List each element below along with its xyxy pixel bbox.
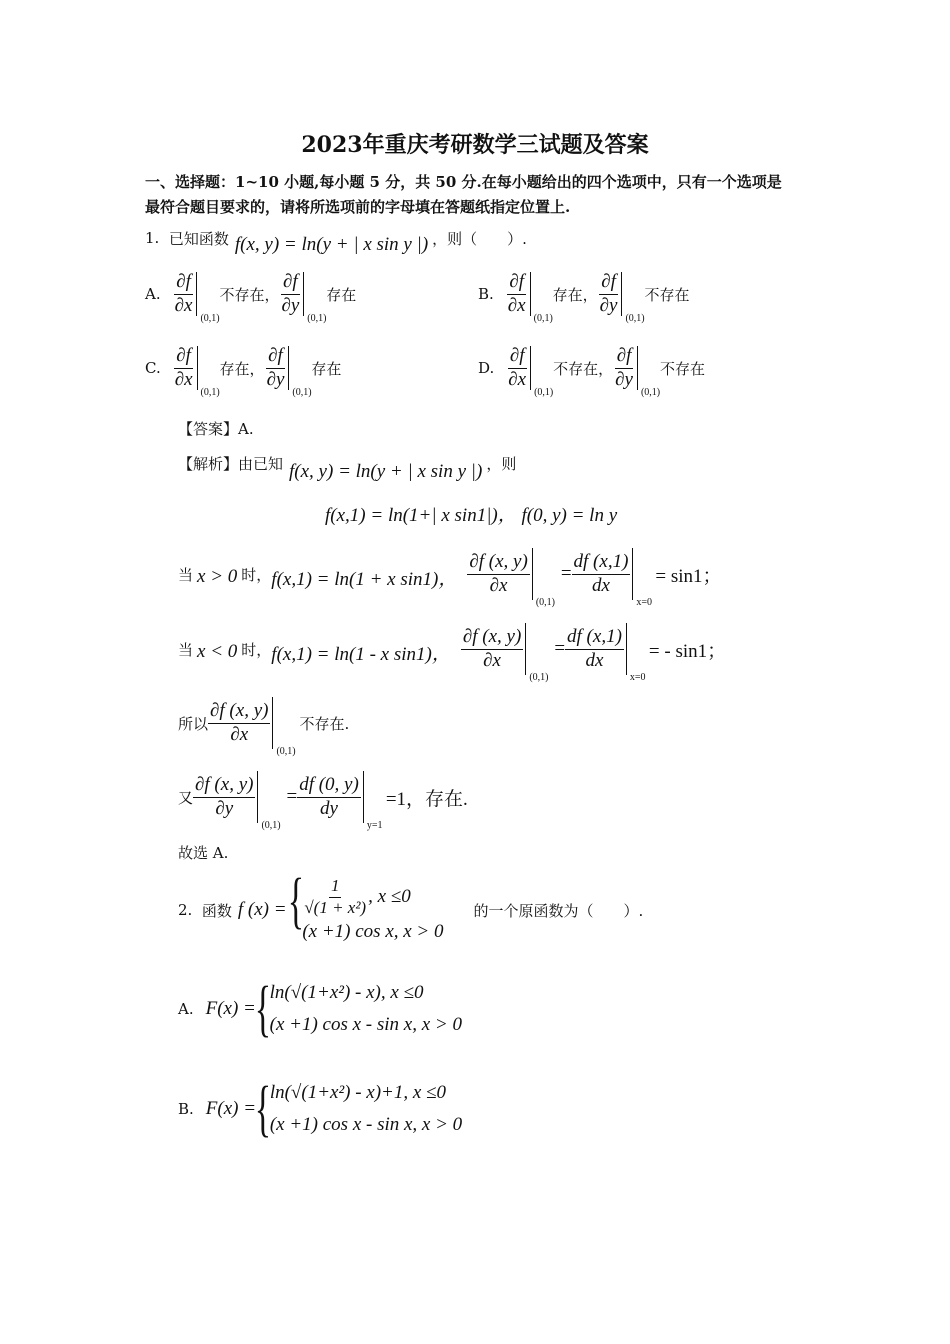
case-negative: 当 x < 0 时， f(x,1) = ln(1 - x sin1)， $\frac{\partial f (x, y)}{\partial x}$ (0,1) = $\frac{df (x,1)}{dx}$ x=0 = - sin1； [178, 623, 726, 675]
eval-point: (0,1) [307, 313, 327, 325]
eval-point: x=0 [636, 597, 653, 608]
eval-point: (0,1) [261, 820, 281, 831]
question-2-stem: 2. 函数 f (x) = { $\frac{1}{\text{√(1 + x²)}}$ , x ≤0 (x +1) cos x, x > 0 的一个原函数为（ ）. [178, 867, 644, 943]
option-label: D. [478, 359, 495, 378]
section-heading-line2: 最符合题目要求的，请将所选项前的字母填在答题纸指定位置上. [145, 198, 571, 216]
substitution-equation: f(x,1) = ln(1+| x sin1|)， f(0, y) = ln y [325, 505, 618, 526]
question-number: 2. [178, 901, 193, 919]
answer: 【答案】A. [178, 420, 254, 438]
eval-point: (0,1) [535, 597, 555, 608]
option-label: A. [178, 1000, 194, 1018]
option-label: C. [145, 359, 161, 378]
case-bottom: (x +1) cos x, x > 0 [302, 921, 444, 943]
option-label: B. [178, 1100, 194, 1118]
analysis-suffix: ，则 [486, 454, 517, 473]
also-line: 又 $\frac{\partial f (x, y)}{\partial y}$ (0,1) = $\frac{df (0, y)}{dy}$ y=1 =1，存在. [178, 771, 468, 823]
option-bottom-case: (x +1) cos x - sin x, x > 0 [269, 1114, 463, 1135]
page-title: 2023年重庆考研数学三试题及答案 [301, 132, 649, 158]
section-heading-line1: 一、选择题：1~10 小题,每小题 5 分，共 50 分.在每小题给出的四个选项中，只有一个选项是 [145, 173, 782, 191]
option-label: A. [145, 285, 161, 304]
eval-point: (0,1) [276, 746, 296, 757]
option-c: C. $\frac{\partial f}{\partial x}$ (0,1) 存在， $\frac{\partial f}{\partial y}$ (0,1) 存在 [145, 345, 342, 399]
so-prefix: 所以 [178, 714, 209, 733]
option-text-1: 不存在， [219, 285, 280, 304]
case-top-tail: , x ≤0 [368, 886, 411, 907]
case-result: = - sin1； [648, 640, 727, 662]
option-top-case: ln(√(1+x²) - x)+1, x ≤0 [269, 1082, 446, 1103]
case-prefix: 当 [178, 565, 194, 584]
case-prefix: 当 [178, 640, 194, 659]
option-top-case: ln(√(1+x²) - x), x ≤0 [269, 982, 424, 1003]
question-number: 1. [145, 229, 160, 247]
so-suffix: 不存在. [299, 714, 350, 733]
option-text-1: 存在， [219, 359, 265, 378]
analysis-prefix: 【解析】由已知 [178, 454, 284, 473]
option-bottom-case: (x +1) cos x - sin x, x > 0 [269, 1014, 462, 1035]
option-text-2: 不存在 [659, 359, 705, 378]
case-positive: 当 x > 0 时， f(x,1) = ln(1 + x sin1)， $\frac{\partial f (x, y)}{\partial x}$ (0,1) = $\frac{df (x,1)}{dx}$ x=0 = sin1； [178, 548, 722, 600]
option-text-2: 不存在 [644, 285, 690, 304]
q2-option-a: A. F(x) = { ln(√(1+x²) - x), x ≤0 (x +1) cos x - sin x, x > 0 [178, 975, 462, 1043]
question-suffix: ，则（ ）. [432, 229, 527, 248]
conclusion: 故选 A. [178, 844, 229, 862]
option-a: A. $\frac{\partial f}{\partial x}$ (0,1) 不存在， $\frac{\partial f}{\partial y}$ (0,1) 存在 [145, 271, 357, 325]
question-prefix: 函数 [201, 901, 232, 920]
case-equation: f(x,1) = ln(1 - x sin1)， [271, 643, 451, 665]
analysis-intro [178, 443, 516, 483]
case-mid: 时， [241, 565, 272, 584]
question-prefix: 已知函数 [168, 229, 229, 248]
option-b: B. $\frac{\partial f}{\partial x}$ (0,1) 存在， $\frac{\partial f}{\partial y}$ (0,1) 不存在 [478, 271, 690, 325]
eval-point: (0,1) [640, 387, 661, 399]
option-text-1: 存在， [552, 285, 598, 304]
question-1-stem [145, 220, 527, 256]
option-text-2: 存在 [326, 285, 357, 304]
eval-point: (0,1) [534, 387, 554, 399]
eval-point: (0,1) [529, 672, 549, 683]
q2-option-b: B. F(x) = { ln(√(1+x²) - x)+1, x ≤0 (x +1) cos x - sin x, x > 0 [178, 1075, 463, 1143]
also-result: =1，存在. [385, 788, 468, 810]
eval-point: (0,1) [292, 387, 312, 399]
eval-point: (0,1) [533, 313, 553, 325]
case-result: = sin1； [655, 565, 722, 587]
question-suffix: 的一个原函数为（ ）. [473, 901, 644, 920]
option-label: B. [478, 285, 494, 304]
so-line: 所以 $\frac{\partial f (x, y)}{\partial x}$ (0,1) 不存在. [178, 697, 349, 749]
case-equation: f(x,1) = ln(1 + x sin1)， [271, 568, 458, 590]
eval-point: y=1 [366, 820, 383, 831]
eval-point: x=0 [629, 672, 646, 683]
function-definition: f(x, y) = ln(y + | x sin y |) [234, 234, 429, 255]
analysis-function: f(x, y) = ln(y + | x sin y |) [289, 461, 483, 482]
eval-point: (0,1) [200, 313, 220, 325]
option-d: D. $\frac{\partial f}{\partial x}$ (0,1) 不存在， $\frac{\partial f}{\partial y}$ (0,1) 不存在 [478, 345, 705, 399]
eval-point: (0,1) [625, 313, 645, 325]
option-text-2: 存在 [311, 359, 342, 378]
also-prefix: 又 [178, 788, 194, 807]
case-condition: x > 0 [197, 566, 238, 587]
option-text-1: 不存在， [553, 359, 614, 378]
eval-point: (0,1) [200, 387, 220, 399]
case-condition: x < 0 [197, 641, 238, 662]
case-mid: 时， [241, 640, 272, 659]
